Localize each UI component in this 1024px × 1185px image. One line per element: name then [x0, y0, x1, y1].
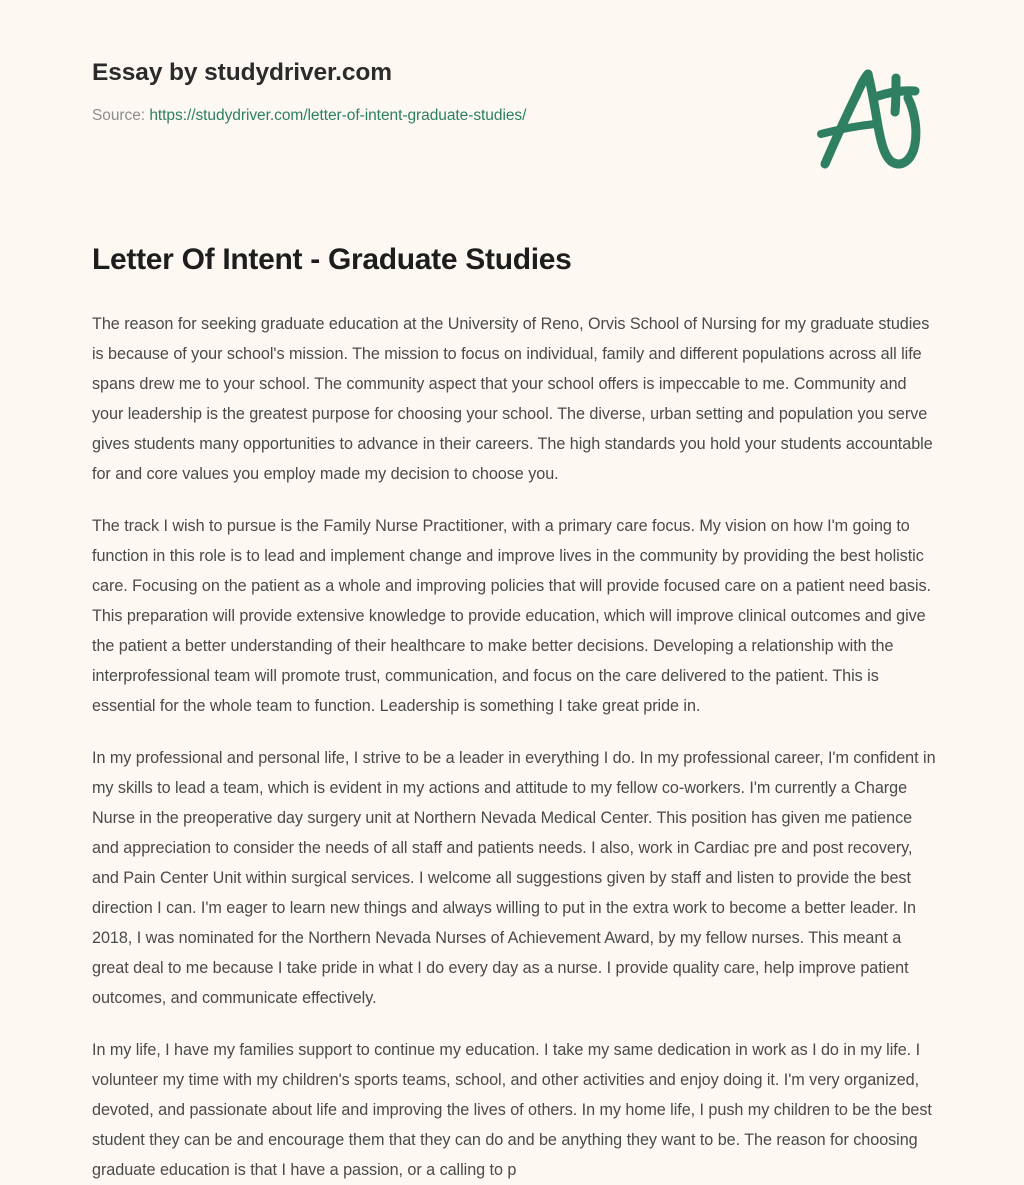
- paragraph: The reason for seeking graduate education at the University of Reno, Orvis School of Nursing for my graduate studies is because of your school's mission. The mission to focus on individual, family and different populations across all life spans drew me to your school. The community aspect that your school offers is impeccable to me. Community and your leadership is the greatest purpose for choosing your school. The diverse, urban setting and population you serve gives students many opportunities to advance in their careers. The high standards you hold your students accountable for and core values you employ made my decision to choose you.: [92, 315, 933, 483]
- paragraph: In my life, I have my families support to continue my education. I take my same dedication in work as I do in my life. I volunteer my time with my children's sports teams, school, and other activities and enjoy doing it. I'm very organized, devoted, and passionate about life and improving the lives of others. In my home life, I push my children to be the best student they can be and encourage them that they can do and be anything they want to be. The reason for choosing graduate education is that I have a passion, or a calling to p: [92, 1041, 932, 1179]
- source-url-link[interactable]: https://studydriver.com/letter-of-intent-graduate-studies/: [149, 107, 527, 125]
- a-plus-logo: [812, 64, 932, 176]
- page-title: Letter Of Intent - Graduate Studies: [92, 243, 572, 276]
- source-label: Source:: [92, 107, 146, 125]
- brand-title: Essay by studydriver.com: [92, 59, 392, 86]
- source-line: [92, 106, 932, 126]
- page-header: [92, 58, 932, 127]
- paragraph: In my professional and personal life, I strive to be a leader in everything I do. In my professional career, I'm confident in my skills to lead a team, which is evident in my actions and attitude to my fellow co-workers. I'm currently a Charge Nurse in the preoperative day surgery unit at Northern Nevada Medical Center. This position has given me patience and appreciation to consider the needs of all staff and patients needs. I also, work in Cardiac pre and post recovery, and Pain Center Unit within surgical services. I welcome all suggestions given by staff and listen to provide the best direction I can. I'm eager to learn new things and always willing to put in the extra work to become a better leader. In 2018, I was nominated for the Northern Nevada Nurses of Achievement Award, by my fellow nurses. This meant a great deal to me because I take pride in what I do every day as a nurse. I provide quality care, help improve patient outcomes, and communicate effectively.: [92, 749, 936, 1007]
- paragraph: The track I wish to pursue is the Family Nurse Practitioner, with a primary care focus. My vision on how I'm going to function in this role is to lead and implement change and improve lives in the community by providing the best holistic care. Focusing on the patient as a whole and improving policies that will provide focused care on a patient need basis. This preparation will provide extensive knowledge to provide education, which will improve clinical outcomes and give the patient a better understanding of their healthcare to make better decisions. Developing a relationship with the interprofessional team will promote trust, communication, and focus on the care delivered to the patient. This is essential for the whole team to function. Leadership is something I take great pride in.: [92, 517, 932, 715]
- essay-body: [92, 309, 937, 1185]
